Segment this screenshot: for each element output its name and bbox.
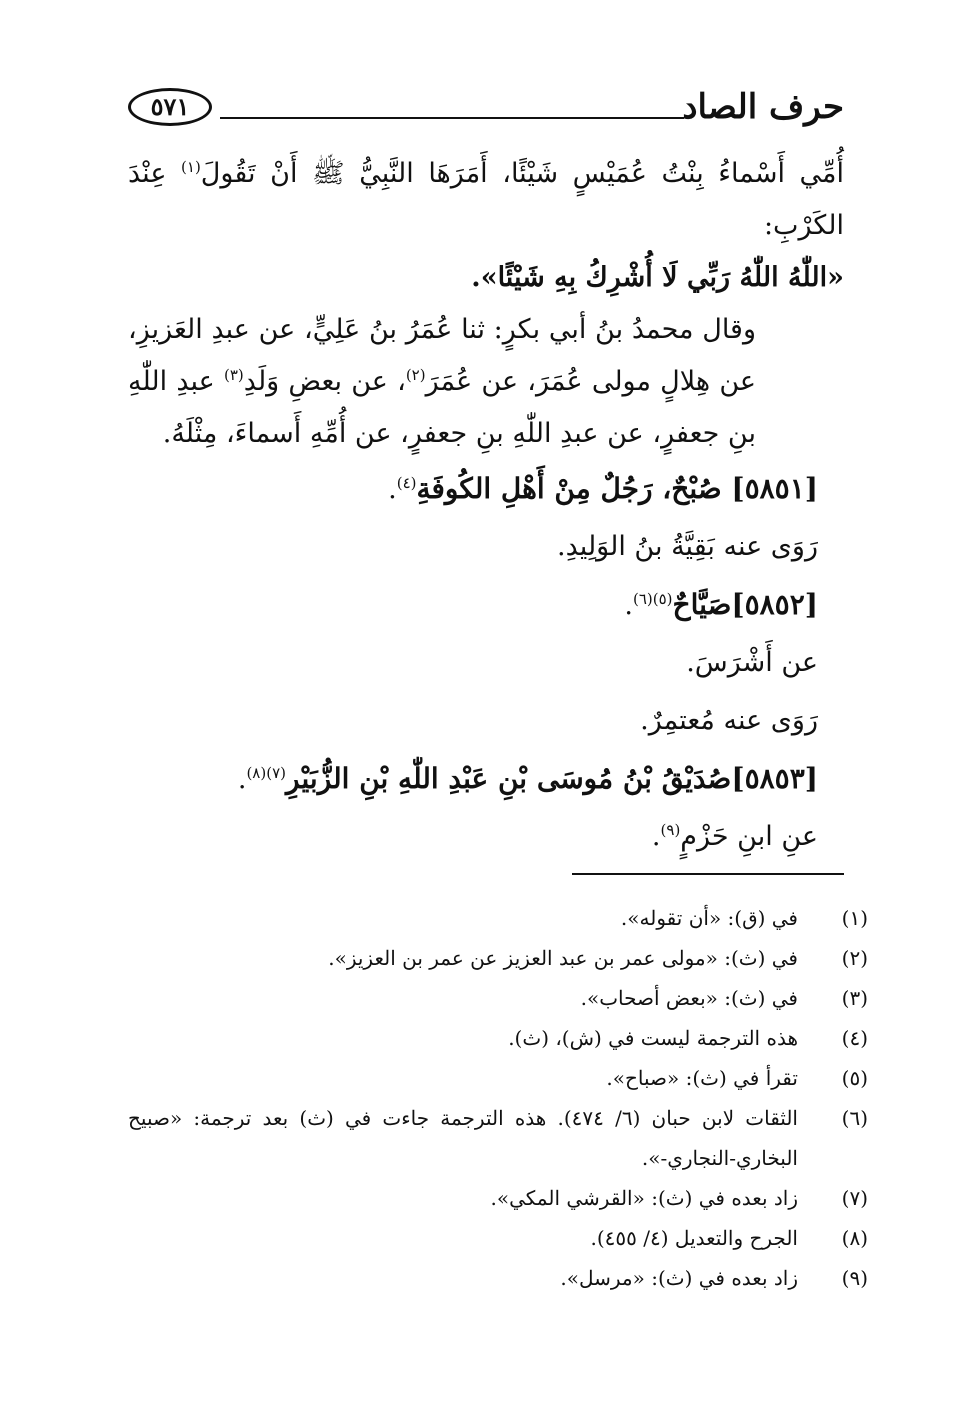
page-header [128, 84, 844, 132]
entry-5851: [٥٨٥١] صُبْحٌ، رَجُلٌ مِنْ أَهْلِ الكُوفَةِ$^{(٤)}$. [388, 472, 818, 505]
footnote-number: (٤) [841, 1026, 868, 1050]
entry-title: [٥٨٥٣]صُدَيْقُ بْنُ مُوسَى بْنِ عَبْدِ اللّٰهِ بْنِ الزُّبَيْرِ [286, 762, 818, 795]
text-span: عبدِ اللّٰهِ بنِ جعفرٍ، عن عبدِ اللّٰهِ بنِ جعفرٍ، عن أُمِّهِ أَسماءَ، مِثْلَهُ. [128, 366, 756, 449]
text-span: وقال محمدُ بنُ أبي بكرٍ: ثنا عُمَرُ بنُ عَلِيٍّ، عن عبدِ العَزيزِ، عن هِلالٍ مولى عُمَرَ، عن عُمَرَ [128, 314, 756, 397]
footnote-number: (٧) [841, 1186, 868, 1210]
footnote-text: في (ث): «بعض أصحاب». [580, 986, 798, 1010]
footnote [128, 1218, 868, 1258]
footnote-text: الثقات لابن حبان (٦/ ٤٧٤). هذه الترجمة جاءت في (ث) بعد ترجمة: «صبيح البخاري-النجاري-». [128, 1106, 798, 1170]
footnote-ref-3: (٣) [223, 366, 244, 384]
footnote-ref-7-8: (٧)(٨) [246, 764, 286, 782]
footnote [128, 1178, 868, 1218]
footnote-text: زاد بعده في (ث): «القرشي المكي». [490, 1186, 798, 1210]
entry-5852: [٥٨٥٢]صَيَّاحٌ$^{(٥)(٦)}$. [624, 588, 818, 621]
footnote [128, 1058, 868, 1098]
running-head: حرف الصاد [682, 87, 844, 127]
entry-5852-note-2: رَوَى عنه مُعتمِرٌ. [640, 705, 818, 736]
footnote [128, 1098, 868, 1178]
page-number: ٥٧١ [128, 88, 212, 126]
footnote-number: (١) [841, 906, 868, 930]
footnote-separator [572, 873, 844, 875]
entry-title: [٥٨٥٢]صَيَّاحٌ [672, 588, 818, 621]
header-rule [220, 117, 684, 119]
text-span: عِنْدَ الكَرْبِ: [128, 158, 844, 241]
paragraph-2 [128, 304, 844, 460]
footnote-number: (٩) [841, 1266, 868, 1290]
entry-title: [٥٨٥١] صُبْحٌ، رَجُلٌ مِنْ أَهْلِ الكُوفَةِ [416, 472, 818, 505]
footnote [128, 938, 868, 978]
footnote-ref-9: (٩) [660, 821, 681, 839]
entry-5852-note-1: عن أَشْرَسَ. [686, 647, 818, 678]
footnote [128, 978, 868, 1018]
footnote [128, 898, 868, 938]
main-text [128, 148, 844, 866]
footnote-text: الجرح والتعديل (٤/ ٤٥٥). [590, 1226, 798, 1250]
footnote-number: (٨) [841, 1226, 868, 1250]
footnote-number: (٣) [841, 986, 868, 1010]
footnote-ref-5-6: (٥)(٦) [632, 590, 673, 608]
footnote-number: (٦) [841, 1106, 868, 1130]
footnote-text: هذه الترجمة ليست في (ش)، (ث). [508, 1026, 798, 1050]
text-span: ، عن بعضِ وَلَدِ [243, 366, 406, 397]
footnote-ref-4: (٤) [396, 474, 417, 492]
footnote-ref-2: (٢) [405, 366, 426, 384]
text-span: عنِ ابنِ حَزْمٍ [680, 821, 818, 852]
footnote [128, 1258, 868, 1298]
footnote-text: زاد بعده في (ث): «مرسل». [560, 1266, 798, 1290]
footnote-number: (٥) [841, 1066, 868, 1090]
footnote-text: تقرأ في (ث): «صباح». [606, 1066, 798, 1090]
text-span: أُمِّي أَسْماءُ بِنْتُ عُمَيْسٍ شَيْئًا، أَمَرَهَا النَّبِيُّ ﷺ أَنْ تَقُولَ [200, 158, 844, 189]
footnote-number: (٢) [841, 946, 868, 970]
paragraph-1-line-2: «اللّٰهُ اللّٰهُ رَبِّي لَا أُشْرِكُ بِهِ شَيْئًا». [471, 262, 844, 293]
paragraph-1-line-1 [128, 148, 844, 252]
entry-5853-note: عنِ ابنِ حَزْمٍ$^{(٩)}$. [651, 821, 818, 852]
footnote-ref-1: (١) [181, 158, 201, 176]
footnotes [128, 898, 868, 1298]
footnote [128, 1018, 868, 1058]
footnote-text: في (ث): «مولى عمر بن عبد العزيز عن عمر بن العزيز». [328, 946, 798, 970]
footnote-text: في (ق): «أن تقوله». [620, 906, 798, 930]
entry-5851-note: رَوَى عنه بَقِيَّةُ بنُ الوَلِيدِ. [557, 531, 818, 562]
entry-5853: [٥٨٥٣]صُدَيْقُ بْنُ مُوسَى بْنِ عَبْدِ اللّٰهِ بْنِ الزُّبَيْرِ$^{(٧)(٨)}$. [237, 762, 818, 795]
